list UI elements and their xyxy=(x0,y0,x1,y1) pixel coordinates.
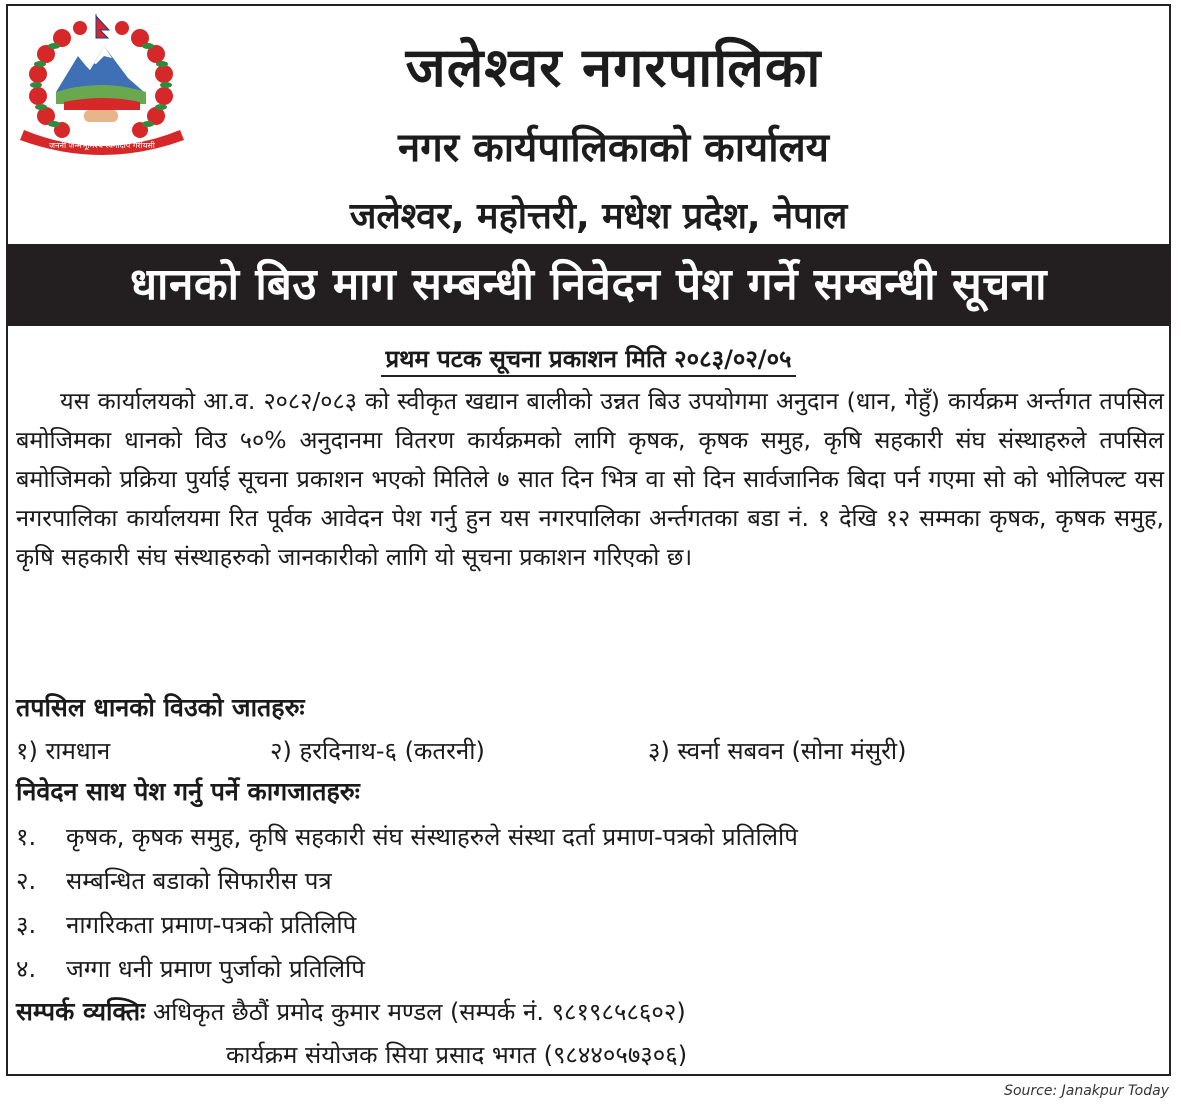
document-text: जग्गा धनी प्रमाण पुर्जाको प्रतिलिपि xyxy=(66,955,365,983)
body-paragraph xyxy=(16,382,1164,577)
variety-item: ३) स्वर्ना सबवन (सोना मंसुरी) xyxy=(648,737,907,765)
document-item xyxy=(16,908,356,941)
notice-frame xyxy=(6,4,1171,1076)
contact-person-2: कार्यक्रम संयोजक सिया प्रसाद भगत (९८४४०५७३०६) xyxy=(226,1041,688,1069)
variety-item: २) हरदिनाथ-६ (कतरनी) xyxy=(270,737,485,765)
contact-line xyxy=(16,994,686,1028)
document-number: ४. xyxy=(16,955,37,983)
contact-person-1: अधिकृत छैठौं प्रमोद कुमार मण्डल (सम्पर्क नं. ९८१९८५८६०२) xyxy=(152,998,686,1026)
document-number: ३. xyxy=(16,911,37,939)
documents-heading: निवेदन साथ पेश गर्नु पर्ने कागजातहरुः xyxy=(16,777,360,806)
publication-date-text: प्रथम पटक सूचना प्रकाशन मिति २०८३/०२/०५ xyxy=(381,345,795,377)
variety-item: १) रामधान xyxy=(16,737,111,765)
emblem-motto: जननी जन्मभूमिश्च स्वर्गादपि गरीयसी xyxy=(49,141,155,150)
varieties-heading: तपसिल धानको विउको जातहरुः xyxy=(16,693,305,722)
document-text: सम्बन्धित बडाको सिफारीस पत्र xyxy=(66,867,332,895)
document-item xyxy=(16,820,798,853)
municipality-name: जलेश्वर नगरपालिका xyxy=(405,36,822,99)
document-number: १. xyxy=(16,823,37,851)
source-credit: Source: Janakpur Today xyxy=(1004,1083,1169,1099)
document-text: कृषक, कृषक समुह, कृषि सहकारी संघ संस्थाहरुले संस्था दर्ता प्रमाण-पत्रको प्रतिलिपि xyxy=(66,823,798,851)
header xyxy=(8,6,1169,246)
document-text: नागरिकता प्रमाण-पत्रको प्रतिलिपि xyxy=(66,911,357,939)
document-number: २. xyxy=(16,867,37,895)
office-name: नगर कार्यपालिकाको कार्यालय xyxy=(398,125,829,171)
document-item xyxy=(16,952,365,985)
publication-date xyxy=(8,342,1169,375)
office-address: जलेश्वर, महोत्तरी, मधेश प्रदेश, नेपाल xyxy=(349,196,848,237)
document-item xyxy=(16,864,332,897)
contact-label: सम्पर्क व्यक्तिः xyxy=(16,997,146,1026)
body-paragraph-text: यस कार्यालयको आ.व. २०८२/०८३ को स्वीकृत खद्यान बालीको उन्नत बिउ उपयोगमा अनुदान (धान, गेहुँ) कार्यक्रम अर्न्तगत तपसिल बमोजिमका धानको विउ ५०% अनुदानमा वितरण कार्यक्रमको लागि कृषक, कृषक समुह, कृषि सहकारी संघ संस्थाहरुले तपसिल बमोजिमको प्रक्रिया पुर्याई सूचना प्रकाशन भएको मितिले ७ सात दिन भित्र वा सो दिन सार्वजानिक बिदा पर्न गएमा सो को भोलिपल्ट यस नगरपालिका कार्यालयमा रित पूर्वक आवेदन पेश गर्नु हुन यस नगरपालिका अर्न्तगतका बडा नं. १ देखि १२ सम्मका कृषक, कृषक समुह, कृषि सहकारी संघ संस्थाहरुको जानकारीको लागि यो सूचना प्रकाशन गरिएको छ। xyxy=(16,387,1164,571)
notice-title: धानको बिउ माग सम्बन्धी निवेदन पेश गर्ने सम्बन्धी सूचना xyxy=(6,244,1171,326)
